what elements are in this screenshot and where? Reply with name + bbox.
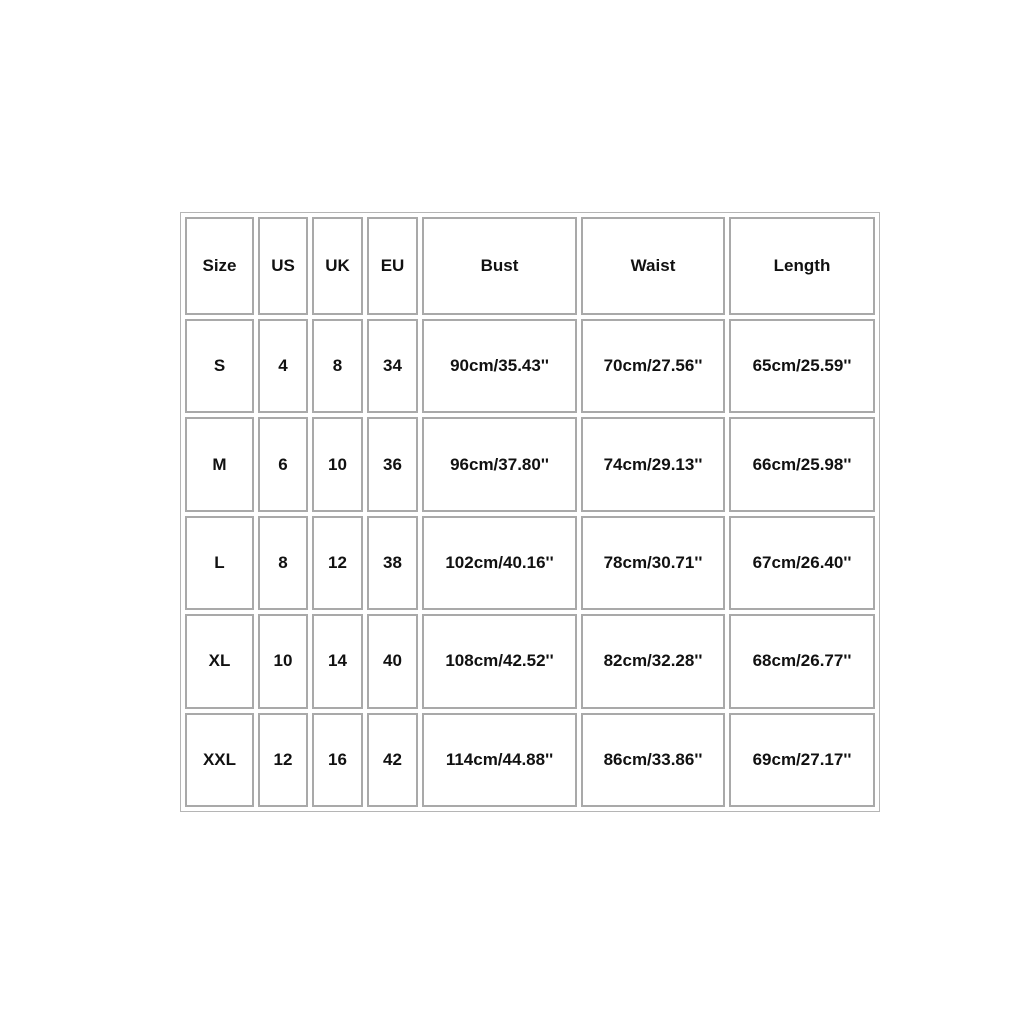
cell-eu: 36 bbox=[367, 417, 418, 511]
header-row bbox=[185, 217, 875, 315]
size-chart-table bbox=[180, 212, 880, 812]
cell-waist: 82cm/32.28'' bbox=[581, 614, 725, 708]
cell-us: 8 bbox=[258, 516, 308, 610]
cell-uk: 12 bbox=[312, 516, 363, 610]
cell-eu: 34 bbox=[367, 319, 418, 413]
cell-bust: 96cm/37.80'' bbox=[422, 417, 577, 511]
header-eu: EU bbox=[367, 217, 418, 315]
cell-uk: 10 bbox=[312, 417, 363, 511]
header-bust: Bust bbox=[422, 217, 577, 315]
table-row bbox=[185, 713, 875, 807]
header-us: US bbox=[258, 217, 308, 315]
cell-size: XL bbox=[185, 614, 254, 708]
cell-uk: 16 bbox=[312, 713, 363, 807]
cell-eu: 42 bbox=[367, 713, 418, 807]
cell-size: M bbox=[185, 417, 254, 511]
cell-length: 67cm/26.40'' bbox=[729, 516, 875, 610]
cell-waist: 78cm/30.71'' bbox=[581, 516, 725, 610]
table-row bbox=[185, 417, 875, 511]
cell-length: 66cm/25.98'' bbox=[729, 417, 875, 511]
table-row bbox=[185, 319, 875, 413]
cell-us: 4 bbox=[258, 319, 308, 413]
cell-bust: 102cm/40.16'' bbox=[422, 516, 577, 610]
header-size: Size bbox=[185, 217, 254, 315]
cell-size: L bbox=[185, 516, 254, 610]
cell-waist: 70cm/27.56'' bbox=[581, 319, 725, 413]
cell-waist: 74cm/29.13'' bbox=[581, 417, 725, 511]
cell-size: S bbox=[185, 319, 254, 413]
cell-length: 69cm/27.17'' bbox=[729, 713, 875, 807]
header-waist: Waist bbox=[581, 217, 725, 315]
cell-waist: 86cm/33.86'' bbox=[581, 713, 725, 807]
cell-eu: 38 bbox=[367, 516, 418, 610]
cell-length: 65cm/25.59'' bbox=[729, 319, 875, 413]
cell-length: 68cm/26.77'' bbox=[729, 614, 875, 708]
cell-uk: 14 bbox=[312, 614, 363, 708]
cell-bust: 114cm/44.88'' bbox=[422, 713, 577, 807]
cell-bust: 108cm/42.52'' bbox=[422, 614, 577, 708]
cell-bust: 90cm/35.43'' bbox=[422, 319, 577, 413]
header-uk: UK bbox=[312, 217, 363, 315]
cell-eu: 40 bbox=[367, 614, 418, 708]
table-row bbox=[185, 614, 875, 708]
table-row bbox=[185, 516, 875, 610]
cell-uk: 8 bbox=[312, 319, 363, 413]
cell-us: 12 bbox=[258, 713, 308, 807]
header-length: Length bbox=[729, 217, 875, 315]
cell-us: 10 bbox=[258, 614, 308, 708]
cell-size: XXL bbox=[185, 713, 254, 807]
cell-us: 6 bbox=[258, 417, 308, 511]
